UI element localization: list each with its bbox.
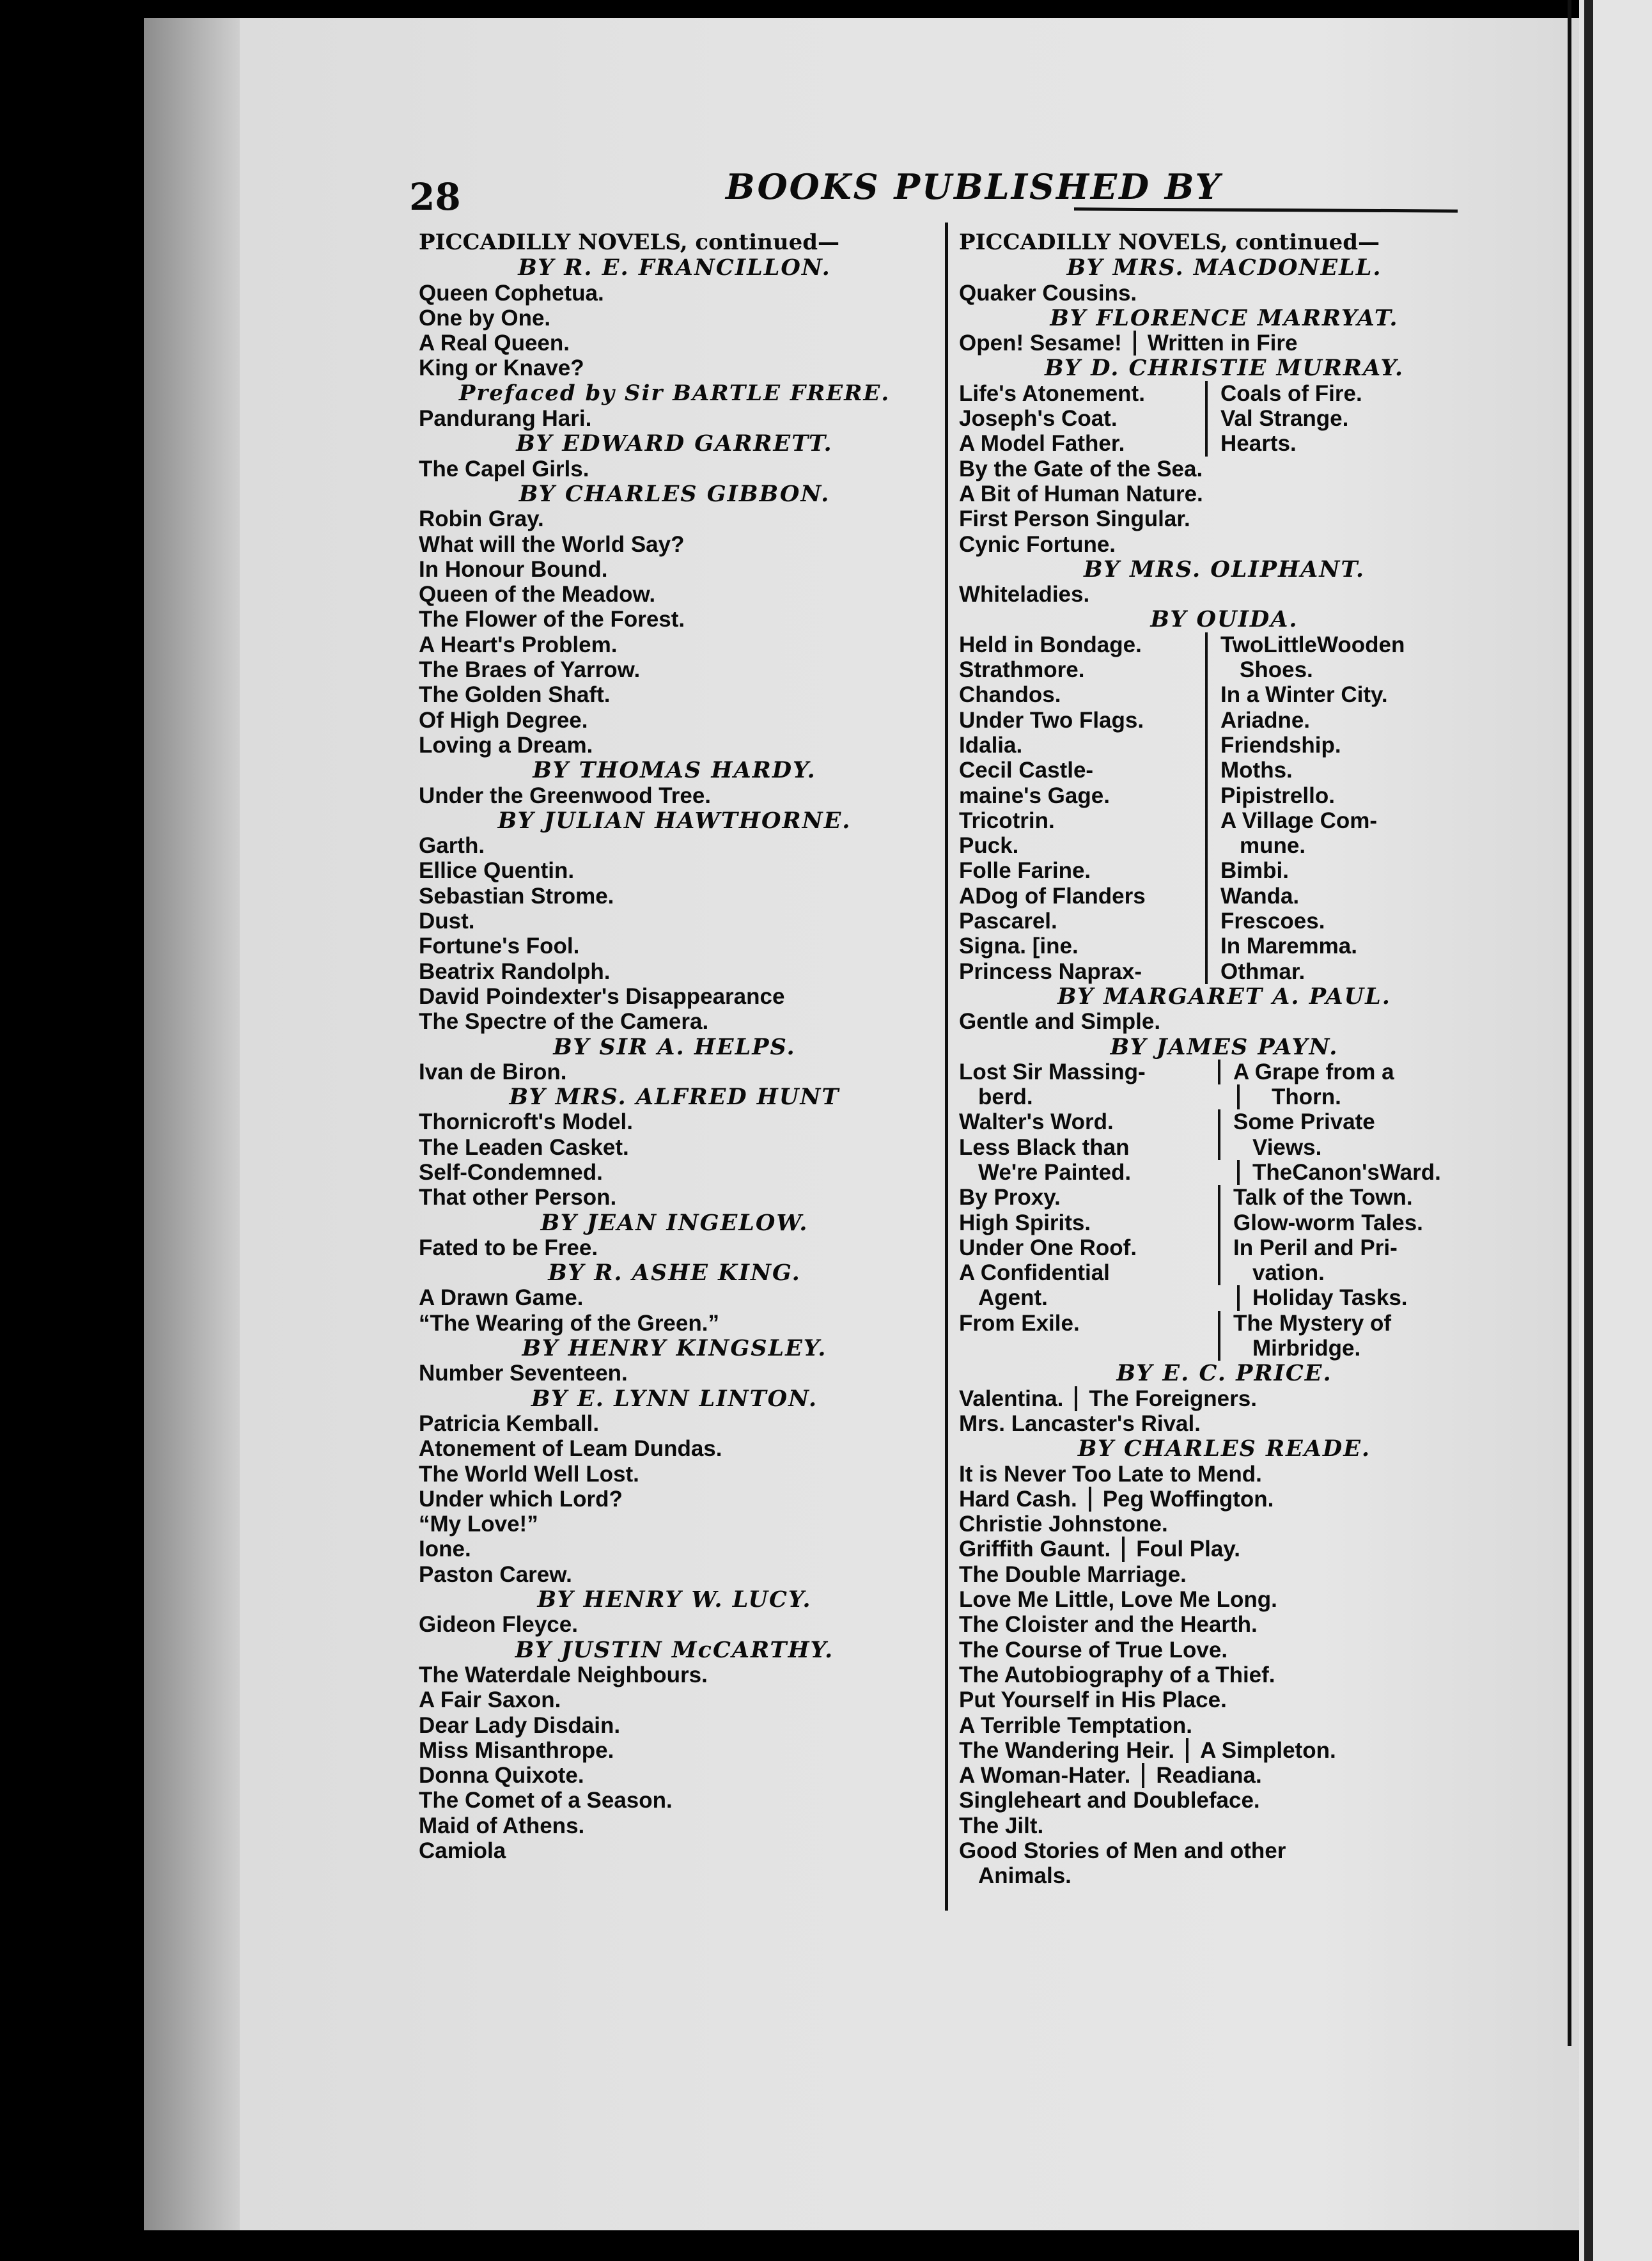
book-title: Bimbi.	[1220, 858, 1289, 884]
book-title: Love Me Little, Love Me Long.	[959, 1587, 1277, 1613]
book-title: Under which Lord?	[419, 1486, 623, 1512]
column-divider	[945, 223, 948, 1911]
book-title: A Drawn Game.	[419, 1285, 584, 1311]
book-title: Holiday Tasks.	[1252, 1285, 1408, 1311]
book-title: Mrs. Lancaster's Rival.	[959, 1411, 1201, 1436]
book-title-pair	[959, 1135, 1490, 1160]
book-title: Joseph's Coat.	[959, 406, 1118, 432]
book-title-pair	[959, 808, 1490, 833]
book-title: Loving a Dream.	[419, 732, 593, 758]
book-title: vation.	[1252, 1260, 1325, 1286]
book-title: Less Black than	[959, 1134, 1130, 1160]
book-title-pair	[959, 959, 1490, 984]
book-title-pair	[959, 1210, 1490, 1235]
pair-separator	[1218, 1235, 1233, 1260]
book-title-pair	[959, 1060, 1490, 1084]
author-heading: BY JAMES PAYN.	[1110, 1033, 1339, 1060]
book-title: Lost Sir Massing-	[959, 1059, 1146, 1084]
book-title: Miss Misanthrope.	[419, 1737, 614, 1763]
author-heading: BY R. E. FRANCILLON.	[518, 254, 831, 281]
book-title: The Braes of Yarrow.	[419, 657, 641, 683]
author-heading: BY JULIAN HAWTHORNE.	[497, 807, 852, 834]
author-heading: BY EDWARD GARRETT.	[516, 430, 833, 457]
book-title: Fated to be Free.	[419, 1235, 598, 1260]
book-title: Wanda.	[1220, 883, 1300, 909]
book-title: The Wandering Heir.	[959, 1737, 1175, 1763]
book-title: That other Person.	[419, 1185, 617, 1210]
book-title: The Flower of the Forest.	[419, 607, 685, 632]
book-title: Patricia Kemball.	[419, 1411, 600, 1436]
book-title: It is Never Too Late to Mend.	[959, 1461, 1262, 1487]
book-title-pair	[959, 884, 1490, 909]
book-title: Whiteladies.	[959, 582, 1090, 607]
pair-separator	[1205, 959, 1220, 984]
book-title: Under Two Flags.	[959, 707, 1144, 733]
author-heading: BY E. LYNN LINTON.	[531, 1385, 818, 1412]
book-title: A Woman-Hater.	[959, 1763, 1131, 1788]
book-title: David Poindexter's Disappearance	[419, 983, 785, 1009]
book-title: The Golden Shaft.	[419, 682, 611, 708]
book-title: Ariadne.	[1220, 707, 1311, 733]
book-title-pair	[959, 431, 1490, 456]
book-title: Tricotrin.	[959, 808, 1055, 833]
book-title: Atonement of Leam Dundas.	[419, 1436, 722, 1462]
left-column	[419, 230, 930, 1863]
section-heading: PICCADILLY NOVELS, continued—	[419, 230, 839, 255]
book-title: The Mystery of	[1233, 1310, 1391, 1336]
page-edge-line	[1568, 0, 1571, 2046]
book-title: Thornicroft's Model.	[419, 1109, 633, 1135]
book-title: High Spirits.	[959, 1210, 1091, 1235]
book-title: In Honour Bound.	[419, 556, 608, 582]
book-title: Quaker Cousins.	[959, 280, 1137, 306]
book-title: Dear Lady Disdain.	[419, 1712, 621, 1738]
book-title: A Village Com-	[1220, 808, 1378, 833]
pair-separator	[1122, 1537, 1136, 1561]
book-title: Garth.	[419, 833, 485, 859]
book-title: Shoes.	[1240, 657, 1313, 683]
book-title: maine's Gage.	[959, 783, 1110, 808]
book-title: Camiola	[419, 1838, 506, 1863]
book-title: Held in Bondage.	[959, 632, 1142, 657]
author-heading: BY MRS. ALFRED HUNT	[509, 1084, 840, 1111]
book-title	[959, 1336, 1218, 1361]
book-title: In a Winter City.	[1220, 682, 1388, 708]
book-title: Mirbridge.	[1252, 1336, 1361, 1361]
book-title: A Grape from a	[1233, 1059, 1394, 1084]
pair-separator	[1205, 708, 1220, 733]
book-title: Princess Naprax-	[959, 958, 1142, 984]
pair-separator	[1237, 1084, 1252, 1109]
book-title: The Leaden Casket.	[419, 1134, 629, 1160]
book-title: The Spectre of the Camera.	[419, 1009, 709, 1035]
book-title: The Double Marriage.	[959, 1561, 1187, 1587]
author-heading: BY SIR A. HELPS.	[553, 1033, 796, 1060]
author-heading: BY R. ASHE KING.	[548, 1260, 801, 1287]
book-title-pair	[959, 858, 1490, 883]
book-title-pair	[959, 909, 1490, 934]
pair-separator	[1205, 431, 1220, 456]
pair-separator	[1218, 1109, 1233, 1134]
author-heading: BY CHARLES READE.	[1077, 1436, 1371, 1462]
book-title: Sebastian Strome.	[419, 883, 614, 909]
book-title: Friendship.	[1220, 732, 1341, 758]
pair-separator	[1205, 833, 1220, 858]
book-title: We're Painted.	[978, 1159, 1132, 1185]
book-title: Beatrix Randolph.	[419, 958, 611, 984]
pair-separator	[1205, 657, 1220, 682]
right-column	[959, 230, 1490, 1889]
book-title: Foul Play.	[1136, 1537, 1240, 1562]
book-title: Ione.	[419, 1537, 471, 1562]
next-page-edge-line	[1584, 0, 1593, 2261]
author-heading: BY MARGARET A. PAUL.	[1057, 983, 1391, 1010]
pair-separator	[1218, 1260, 1233, 1285]
book-title: Christie Johnstone.	[959, 1512, 1168, 1537]
book-title: Open! Sesame!	[959, 331, 1122, 356]
book-title-pair	[959, 1386, 1490, 1411]
book-title: Glow-worm Tales.	[1233, 1210, 1423, 1235]
book-title: Singleheart and Doubleface.	[959, 1788, 1260, 1813]
book-title: Dust.	[419, 909, 475, 934]
book-title: Valentina.	[959, 1386, 1064, 1411]
book-title: From Exile.	[959, 1310, 1080, 1336]
book-title: Queen Cophetua.	[419, 280, 604, 306]
book-title: One by One.	[419, 305, 551, 331]
book-title: A Real Queen.	[419, 331, 570, 356]
book-title: “The Wearing of the Green.”	[419, 1310, 719, 1336]
book-title: In Peril and Pri-	[1233, 1235, 1398, 1260]
book-title: Ivan de Biron.	[419, 1059, 567, 1084]
pair-separator	[1134, 331, 1148, 356]
book-title: The Foreigners.	[1089, 1386, 1257, 1411]
book-title: A Heart's Problem.	[419, 632, 618, 657]
book-title: Queen of the Meadow.	[419, 582, 656, 607]
book-title: First Person Singular.	[959, 506, 1190, 532]
author-heading: BY JEAN INGELOW.	[540, 1209, 809, 1236]
book-title-pair	[959, 1311, 1490, 1336]
book-title: Number Seventeen.	[419, 1361, 628, 1386]
book-title: Thorn.	[1272, 1084, 1341, 1110]
pair-separator	[1205, 632, 1220, 657]
running-title: BOOKS PUBLISHED BY	[726, 166, 1222, 207]
book-title: Signa. [ine.	[959, 934, 1079, 959]
book-title-pair	[959, 381, 1490, 406]
book-title: Puck.	[959, 833, 1019, 859]
author-heading: BY E. C. PRICE.	[1116, 1360, 1332, 1387]
pair-separator	[1205, 682, 1220, 707]
book-title: Frescoes.	[1220, 909, 1325, 934]
book-title: Under One Roof.	[959, 1235, 1137, 1260]
pair-separator	[1205, 808, 1220, 833]
book-title-pair	[959, 1336, 1490, 1361]
pair-separator	[1237, 1285, 1252, 1310]
header-rule	[1074, 207, 1458, 212]
pair-separator	[1205, 934, 1220, 958]
book-title: Maid of Athens.	[419, 1813, 585, 1838]
author-heading: BY D. CHRISTIE MURRAY.	[1044, 355, 1405, 382]
book-title-pair	[959, 708, 1490, 733]
book-title: Val Strange.	[1220, 406, 1349, 432]
pair-separator	[1205, 909, 1220, 934]
book-title: In Maremma.	[1220, 934, 1357, 959]
book-title-pair	[959, 758, 1490, 783]
section-heading: PICCADILLY NOVELS, continued—	[959, 230, 1380, 255]
book-title: The Autobiography of a Thief.	[959, 1662, 1275, 1687]
book-title: Folle Farine.	[959, 858, 1091, 884]
book-title: Gentle and Simple.	[959, 1009, 1161, 1035]
pair-separator	[1218, 1311, 1233, 1336]
book-title: Of High Degree.	[419, 707, 588, 733]
book-title: Moths.	[1220, 758, 1293, 783]
pair-separator	[1205, 884, 1220, 909]
book-title-pair	[959, 657, 1490, 682]
pair-separator	[1205, 783, 1220, 808]
preface-note: Prefaced by Sir BARTLE FRERE.	[458, 380, 891, 406]
binding-shadow	[144, 18, 240, 2230]
book-title-pair	[959, 833, 1490, 858]
book-title-pair	[959, 1235, 1490, 1260]
book-title: King or Knave?	[419, 356, 584, 381]
book-title: ADog of Flanders	[959, 883, 1146, 909]
book-title: Animals.	[978, 1863, 1071, 1889]
page-header	[409, 153, 1458, 224]
book-title-pair	[959, 934, 1490, 958]
author-heading: BY JUSTIN McCARTHY.	[515, 1636, 834, 1663]
pair-separator	[1142, 1763, 1156, 1788]
book-title: The World Well Lost.	[419, 1461, 639, 1487]
book-title: Pascarel.	[959, 909, 1057, 934]
book-title: Peg Woffington.	[1102, 1486, 1274, 1512]
book-title: Under the Greenwood Tree.	[419, 783, 712, 808]
author-heading: BY FLORENCE MARRYAT.	[1050, 304, 1399, 331]
pair-separator	[1205, 758, 1220, 783]
book-title-pair	[959, 1109, 1490, 1134]
book-title: Hearts.	[1220, 431, 1297, 457]
book-title: Idalia.	[959, 732, 1023, 758]
book-title-pair	[959, 1084, 1490, 1109]
book-title: By Proxy.	[959, 1185, 1061, 1210]
author-heading: BY HENRY W. LUCY.	[537, 1586, 812, 1613]
pair-separator	[1218, 1185, 1233, 1210]
title-list	[419, 255, 930, 1863]
book-title: The Jilt.	[959, 1813, 1044, 1838]
pair-separator	[1205, 733, 1220, 758]
book-title-pair	[959, 733, 1490, 758]
book-title: A Bit of Human Nature.	[959, 481, 1203, 506]
book-title: Written in Fire	[1147, 331, 1298, 356]
pair-separator	[1218, 1060, 1233, 1084]
book-title: TwoLittleWooden	[1220, 632, 1405, 657]
book-title: Talk of the Town.	[1233, 1185, 1413, 1210]
book-title: Paston Carew.	[419, 1561, 572, 1587]
book-title-pair	[959, 1185, 1490, 1210]
book-title-pair	[959, 783, 1490, 808]
book-title-pair	[959, 1738, 1490, 1763]
book-title: Coals of Fire.	[1220, 380, 1362, 406]
book-title: Gideon Fleyce.	[419, 1612, 578, 1638]
book-title-pair	[959, 1537, 1490, 1561]
book-title: Readiana.	[1156, 1763, 1262, 1788]
pair-separator	[1089, 1487, 1103, 1512]
book-title-pair	[959, 1160, 1490, 1185]
book-title: Robin Gray.	[419, 506, 544, 532]
book-title: Chandos.	[959, 682, 1061, 708]
book-title-pair	[959, 1763, 1490, 1788]
book-title: The Waterdale Neighbours.	[419, 1662, 708, 1687]
book-title: What will the World Say?	[419, 531, 685, 557]
book-title: A Terrible Temptation.	[959, 1712, 1192, 1738]
book-title: The Capel Girls.	[419, 456, 589, 481]
book-title: Good Stories of Men and other	[959, 1838, 1286, 1863]
book-title: By the Gate of the Sea.	[959, 456, 1203, 481]
author-heading: BY CHARLES GIBBON.	[518, 480, 830, 507]
book-title: The Cloister and the Hearth.	[959, 1612, 1258, 1638]
book-title-pair	[959, 632, 1490, 657]
title-list	[959, 255, 1490, 1888]
author-heading: BY MRS. OLIPHANT.	[1083, 556, 1366, 583]
book-title: Views.	[1252, 1134, 1322, 1160]
pair-separator	[1237, 1160, 1252, 1185]
author-heading: BY MRS. MACDONELL.	[1066, 254, 1382, 281]
book-title: Cynic Fortune.	[959, 531, 1116, 557]
book-title: Walter's Word.	[959, 1109, 1114, 1135]
book-title: Put Yourself in His Place.	[959, 1687, 1227, 1713]
book-title: berd.	[978, 1084, 1033, 1110]
pair-separator	[1205, 381, 1220, 406]
book-title: A Fair Saxon.	[419, 1687, 561, 1713]
book-title: Pandurang Hari.	[419, 406, 592, 432]
book-title: A Model Father.	[959, 431, 1125, 457]
book-title-pair	[959, 682, 1490, 707]
pair-separator	[1205, 406, 1220, 431]
pair-separator	[1075, 1386, 1089, 1411]
book-title: Some Private	[1233, 1109, 1375, 1135]
book-title: “My Love!”	[419, 1512, 538, 1537]
book-title-pair	[959, 1487, 1490, 1512]
page-number: 28	[409, 175, 461, 219]
book-title-pair	[959, 406, 1490, 431]
book-title: Agent.	[978, 1285, 1048, 1311]
book-title: Hard Cash.	[959, 1486, 1077, 1512]
book-title-pair	[959, 1285, 1490, 1310]
book-title: Donna Quixote.	[419, 1763, 584, 1788]
book-title: The Comet of a Season.	[419, 1788, 673, 1813]
pair-separator	[1205, 858, 1220, 883]
pair-separator	[1218, 1135, 1233, 1160]
book-title: TheCanon'sWard.	[1252, 1159, 1441, 1185]
author-heading: BY THOMAS HARDY.	[533, 757, 816, 784]
book-title: Self-Condemned.	[419, 1159, 603, 1185]
book-title: The Course of True Love.	[959, 1637, 1228, 1662]
book-title-pair	[959, 331, 1490, 356]
author-heading: BY HENRY KINGSLEY.	[522, 1335, 827, 1362]
book-title: A Simpleton.	[1200, 1737, 1336, 1763]
book-title-pair	[959, 1260, 1490, 1285]
pair-separator	[1186, 1738, 1200, 1763]
pair-separator	[1218, 1210, 1233, 1235]
book-title: Fortune's Fool.	[419, 934, 580, 959]
author-heading: BY OUIDA.	[1150, 606, 1298, 633]
book-title: A Confidential	[959, 1260, 1110, 1286]
book-title: Life's Atonement.	[959, 380, 1145, 406]
book-title: Cecil Castle-	[959, 758, 1094, 783]
pair-separator	[1218, 1336, 1233, 1361]
book-title: Ellice Quentin.	[419, 858, 575, 884]
book-title: Othmar.	[1220, 958, 1305, 984]
book-title: Griffith Gaunt.	[959, 1537, 1111, 1562]
book-title: Pipistrello.	[1220, 783, 1335, 808]
book-title: Strathmore.	[959, 657, 1085, 683]
book-title: mune.	[1240, 833, 1306, 859]
